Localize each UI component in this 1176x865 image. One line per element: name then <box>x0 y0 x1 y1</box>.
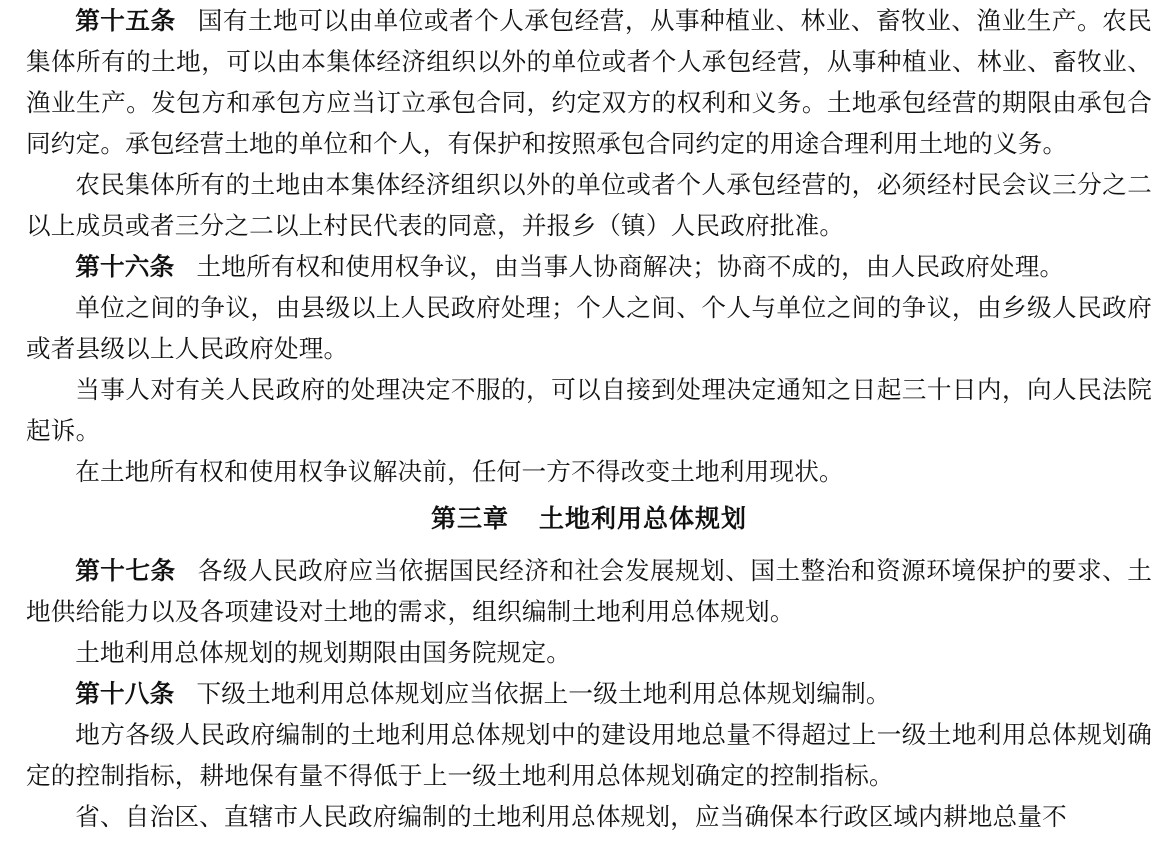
paragraph: 省、自治区、直辖市人民政府编制的土地利用总体规划，应当确保本行政区域内耕地总量不 <box>75 802 1067 831</box>
paragraph: 农民集体所有的土地由本集体经济组织以外的单位或者个人承包经营的，必须经村民会议三分之二以上成员或者三分之二以上村民代表的同意，并报乡（镇）人民政府批准。 <box>26 170 1152 240</box>
paragraph: 当事人对有关人民政府的处理决定不服的，可以自接到处理决定通知之日起三十日内，向人民法院起诉。 <box>26 375 1152 445</box>
paragraph: 土地利用总体规划的规划期限由国务院规定。 <box>75 638 572 667</box>
article-number: 第十六条 <box>75 252 175 281</box>
article-18-paragraph <box>26 673 1152 714</box>
chapter-title: 土地利用总体规划 <box>539 504 748 533</box>
paragraph: 在土地所有权和使用权争议解决前，任何一方不得改变土地利用现状。 <box>75 457 844 486</box>
article-text: 各级人民政府应当依据国民经济和社会发展规划、国土整治和资源环境保护的要求、土地供给能力以及各项建设对土地的需求，组织编制土地利用总体规划。 <box>26 556 1152 626</box>
article-number: 第十八条 <box>75 679 175 708</box>
article-15-paragraph <box>26 0 1152 164</box>
article-text: 国有土地可以由单位或者个人承包经营，从事种植业、林业、畜牧业、渔业生产。农民集体所有的土地，可以由本集体经济组织以外的单位或者个人承包经营，从事种植业、林业、畜牧业、渔业生产。发包方和承包方应当订立承包合同，约定双方的权利和义务。土地承包经营的期限由承包合同约定。承包经营土地的单位和个人，有保护和按照承包合同约定的用途合理利用土地的义务。 <box>26 6 1152 158</box>
paragraph: 地方各级人民政府编制的土地利用总体规划中的建设用地总量不得超过上一级土地利用总体规划确定的控制指标，耕地保有量不得低于上一级土地利用总体规划确定的控制指标。 <box>26 720 1152 790</box>
article-number: 第十七条 <box>75 556 176 585</box>
article-text: 土地所有权和使用权争议，由当事人协商解决；协商不成的，由人民政府处理。 <box>196 252 1065 281</box>
chapter-heading <box>26 492 1152 546</box>
document-page <box>26 0 1152 837</box>
article-17-paragraph <box>26 550 1152 632</box>
article-16-paragraph <box>26 246 1152 287</box>
chapter-number: 第三章 <box>430 504 509 533</box>
article-number: 第十五条 <box>75 6 176 35</box>
paragraph: 单位之间的争议，由县级以上人民政府处理；个人之间、个人与单位之间的争议，由乡级人民政府或者县级以上人民政府处理。 <box>26 293 1152 363</box>
article-text: 下级土地利用总体规划应当依据上一级土地利用总体规划编制。 <box>196 679 891 708</box>
